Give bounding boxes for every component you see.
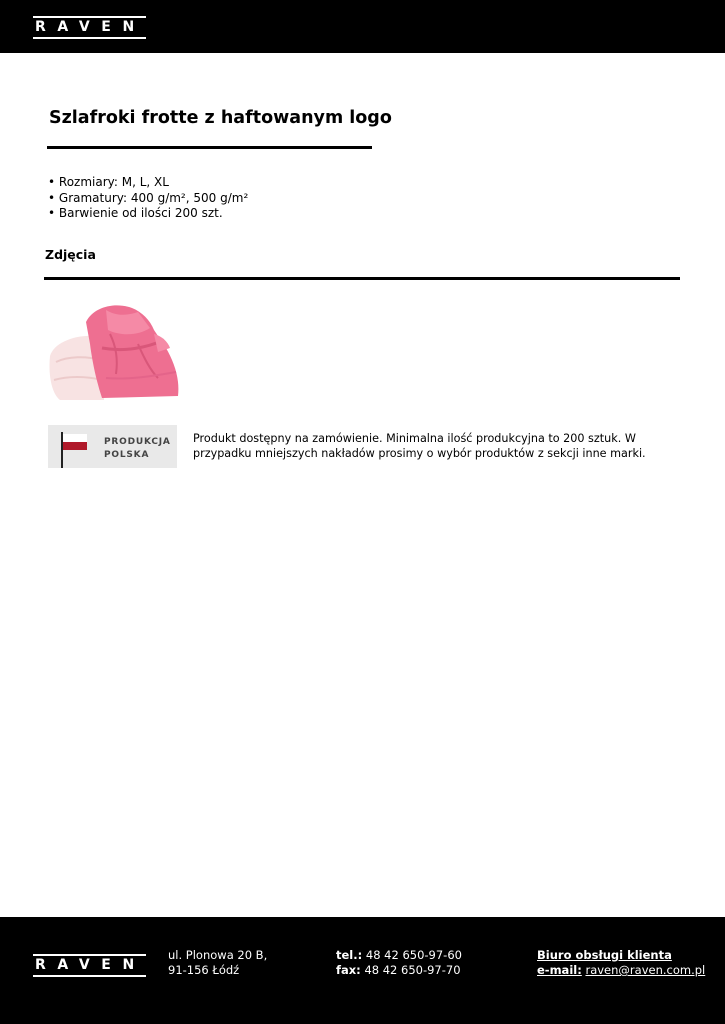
flag-white-stripe: [63, 434, 87, 442]
fax-value: 48 42 650-97-70: [364, 963, 461, 977]
product-title: Szlafroki frotte z haftowanym logo: [49, 108, 392, 128]
phone-contacts: [336, 948, 462, 978]
bullet: •: [48, 175, 56, 189]
feature-item: [48, 191, 248, 207]
feature-item: [48, 206, 248, 222]
badge-line-1: PRODUKCJA: [104, 437, 171, 447]
email-link[interactable]: raven@raven.com.pl: [585, 963, 706, 977]
office-title-link[interactable]: Biuro obsługi klienta: [537, 948, 672, 962]
polish-product-badge: [48, 425, 177, 468]
feature-text: Barwienie od ilości 200 szt.: [58, 206, 223, 220]
bathrobe-photo[interactable]: [46, 300, 184, 406]
address-line-2: 91-156 Łódź: [168, 963, 240, 977]
flag-red-stripe: [63, 442, 87, 450]
address-line-1: ul. Plonowa 20 B,: [168, 948, 268, 962]
feature-text: Rozmiary: M, L, XL: [58, 175, 169, 189]
bullet: •: [48, 190, 56, 205]
customer-office: [537, 948, 705, 978]
tel-value: 48 42 650-97-60: [365, 948, 462, 962]
phone-row[interactable]: [336, 948, 462, 963]
feature-item: [48, 175, 248, 191]
section-divider: [44, 277, 680, 280]
bullet: •: [48, 206, 56, 220]
feature-text: Gramatury: 400 g/m², 500 g/m²: [58, 190, 249, 205]
address: [168, 948, 267, 978]
title-divider: [47, 146, 372, 149]
raven-logo[interactable]: RAVEN: [33, 16, 146, 39]
badge-text: [104, 436, 171, 462]
order-note: Produkt dostępny na zamówienie. Minimalna ilość produkcyjna to 200 sztuk. W przypadku mniejszych nakładów prosimy o wybór produktów z sekcji inne marki.: [193, 432, 646, 460]
photos-section-title: Zdjęcia: [45, 247, 96, 262]
email-label: e-mail:: [537, 963, 582, 977]
raven-logo-footer[interactable]: RAVEN: [33, 954, 146, 977]
page-footer: [0, 917, 725, 1024]
page-header: [0, 0, 725, 53]
fax-row: [336, 963, 462, 978]
badge-line-2: POLSKA: [104, 450, 150, 460]
fax-label: fax:: [336, 963, 361, 977]
tel-label: tel.:: [336, 948, 363, 962]
feature-list: [48, 175, 248, 222]
